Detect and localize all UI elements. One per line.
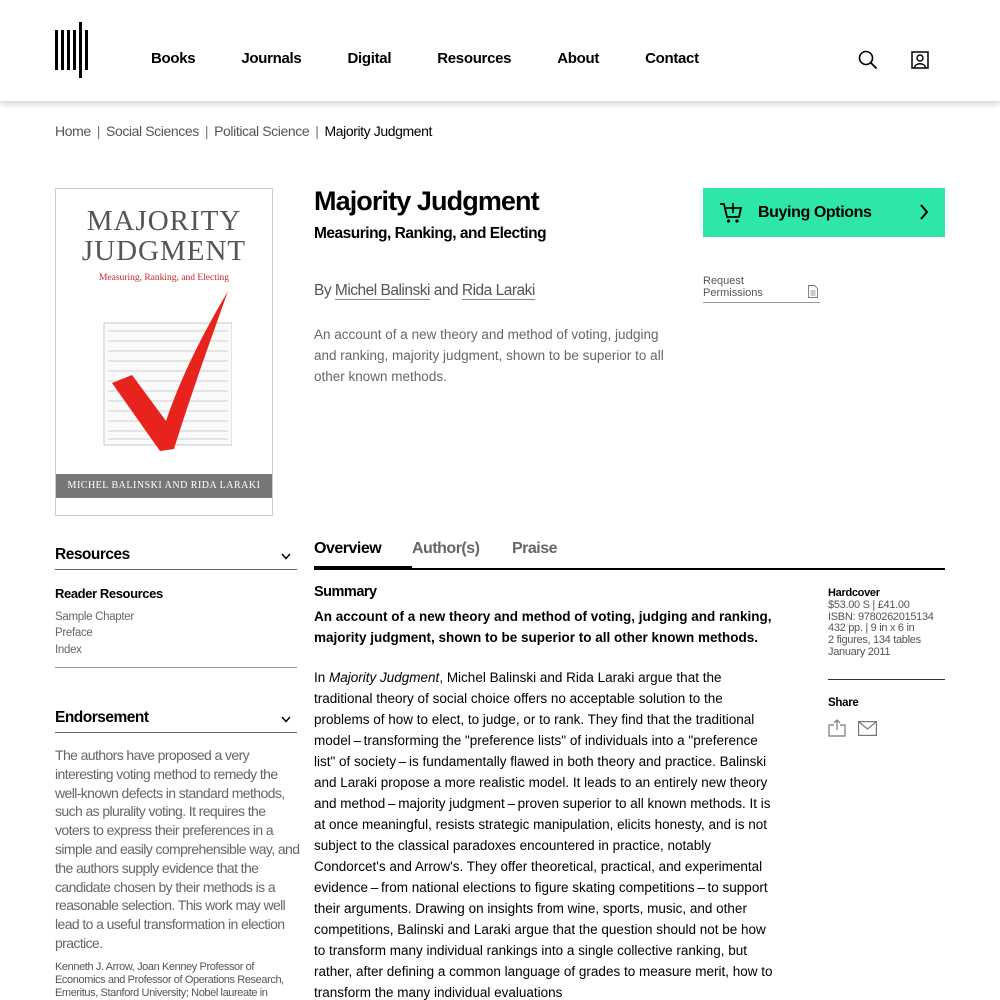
author-link-balinski[interactable]: Michel Balinski xyxy=(334,282,430,299)
format-label: Hardcover xyxy=(828,587,880,599)
breadcrumb-separator: | xyxy=(315,123,319,139)
buying-options-label: Buying Options xyxy=(758,203,872,221)
book-subtitle: Measuring, Ranking, and Electing xyxy=(314,225,547,242)
endorsement-title: Endorsement xyxy=(55,709,149,726)
tab-authors[interactable]: Author(s) xyxy=(412,540,480,557)
logo-icon[interactable] xyxy=(55,22,91,78)
figures-tables: 2 figures, 134 tables xyxy=(828,634,921,647)
chevron-down-icon xyxy=(281,553,291,560)
nav-about[interactable]: About xyxy=(557,50,600,67)
nav-contact[interactable]: Contact xyxy=(645,50,699,67)
chevron-down-icon xyxy=(281,716,291,723)
summary-book-title: Majority Judgment xyxy=(329,670,440,685)
author-link-laraki[interactable]: Rida Laraki xyxy=(461,282,535,299)
cover-authors: MICHEL BALINSKI AND RIDA LARAKI xyxy=(56,474,272,498)
summary-text: , Michel Balinski and Rida Laraki argue that the traditional theory of social choice offers no acceptable solution to the problems of how to elect, to judge, or to rank. They find that the traditional model – transforming the "preference lists" of individuals into a "preference list" of society – is fundamentally flawed in both theory and practice. Balinski and Laraki propose a more realistic model. It leads to an entirely new theory and method – majority judgment – proven superior to all known methods. It is at once meaningful, resists strategic manipulation, elicits honesty, and is not subject to the classical paradoxes encountered in practice, notably Condorcet's and Arrow's. They offer theoretical, practical, and experimental evidence – from national elections to figure skating competitions – to support their arguments. Drawing on insights from wine, sports, music, and other competitions, Balinski and Laraki argue that the question should not be how to transform many individual rankings into a single collective ranking, but rather, after defining a common language of grades to measure merit, how to transform the many individual evaluations xyxy=(314,670,773,1000)
nav-books[interactable]: Books xyxy=(151,50,196,67)
resource-links xyxy=(55,609,134,658)
resources-title: Resources xyxy=(55,546,130,563)
cover-subtitle: Measuring, Ranking, and Electing xyxy=(98,273,230,283)
tab-praise[interactable]: Praise xyxy=(512,540,558,557)
byline-by: By xyxy=(314,282,332,299)
document-icon xyxy=(808,285,818,298)
tab-overview[interactable]: Overview xyxy=(314,540,412,570)
resources-accordion-header[interactable] xyxy=(55,546,297,570)
content-tabs xyxy=(314,540,945,570)
main-nav xyxy=(151,50,699,67)
breadcrumb-separator: | xyxy=(204,123,209,139)
book-cover xyxy=(55,188,273,516)
page-count: 432 pp. | 9 in x 6 in xyxy=(828,622,915,635)
nav-digital[interactable]: Digital xyxy=(347,50,392,67)
share-label: Share xyxy=(828,697,859,709)
request-permissions-link[interactable] xyxy=(703,275,820,303)
byline-and: and xyxy=(433,282,459,299)
breadcrumb-political-science[interactable]: Political Science xyxy=(214,123,310,139)
divider xyxy=(55,667,297,668)
summary-heading: Summary xyxy=(314,584,377,600)
permissions-line1: Request xyxy=(703,275,744,287)
breadcrumb-separator: | xyxy=(96,123,100,139)
cart-icon xyxy=(719,201,743,225)
endorsement-attribution: Kenneth J. Arrow, Joan Kenney Professor of Economics and Professor of Operations Research, Emeritus, Stanford University; Nobel laureate in xyxy=(55,961,284,999)
summary-lead: An account of a new theory and method of voting, judging and ranking, majority judgment, shown to be superior to all other known methods. xyxy=(314,609,772,645)
user-icon[interactable] xyxy=(910,50,930,70)
book-blurb: An account of a new theory and method of voting, judging and ranking, majority judgment, shown to be superior to all other known methods. xyxy=(314,327,664,384)
search-icon[interactable] xyxy=(858,50,878,70)
checkmark-icon xyxy=(102,291,232,451)
cover-title-line1: MAJORITY xyxy=(86,205,242,237)
summary-body xyxy=(314,667,776,1000)
reader-resources-heading: Reader Resources xyxy=(55,586,163,601)
share-icon[interactable] xyxy=(828,719,846,737)
resource-index[interactable]: Index xyxy=(55,643,82,656)
divider xyxy=(828,679,945,680)
chevron-right-icon xyxy=(919,204,929,220)
buying-options-button[interactable] xyxy=(703,188,945,237)
email-icon[interactable] xyxy=(858,721,877,736)
cover-title-line2: JUDGMENT xyxy=(81,235,247,267)
byline xyxy=(314,282,535,300)
breadcrumb-current: Majority Judgment xyxy=(324,123,433,139)
summary-prefix: In xyxy=(314,670,330,685)
permissions-line2: Permissions xyxy=(703,287,763,299)
resource-preface[interactable]: Preface xyxy=(55,627,93,640)
publication-date: January 2011 xyxy=(828,645,891,658)
book-details xyxy=(828,588,945,659)
breadcrumb-social-sciences[interactable]: Social Sciences xyxy=(106,123,199,139)
breadcrumb-home[interactable]: Home xyxy=(55,123,91,139)
site-header xyxy=(0,0,1000,101)
resource-sample-chapter[interactable]: Sample Chapter xyxy=(55,611,134,623)
nav-resources[interactable]: Resources xyxy=(437,50,512,67)
endorsement-accordion-header[interactable] xyxy=(55,709,297,733)
price: $53.00 S | £41.00 xyxy=(828,598,910,611)
breadcrumb xyxy=(55,123,432,139)
book-title: Majority Judgment xyxy=(314,186,539,216)
endorsement-text: The authors have proposed a very interesting voting method to remedy the well-known defects in standard methods, such as plurality voting. It requires the voters to express their preferences in a simple and easily comprehensible way, and the authors supply evidence that the candidate chosen by their methods is a reasonable selection. This work may well lead to a useful transformation in election practice. xyxy=(55,747,300,951)
isbn: ISBN: 9780262015134 xyxy=(828,610,934,623)
nav-journals[interactable]: Journals xyxy=(241,50,302,67)
